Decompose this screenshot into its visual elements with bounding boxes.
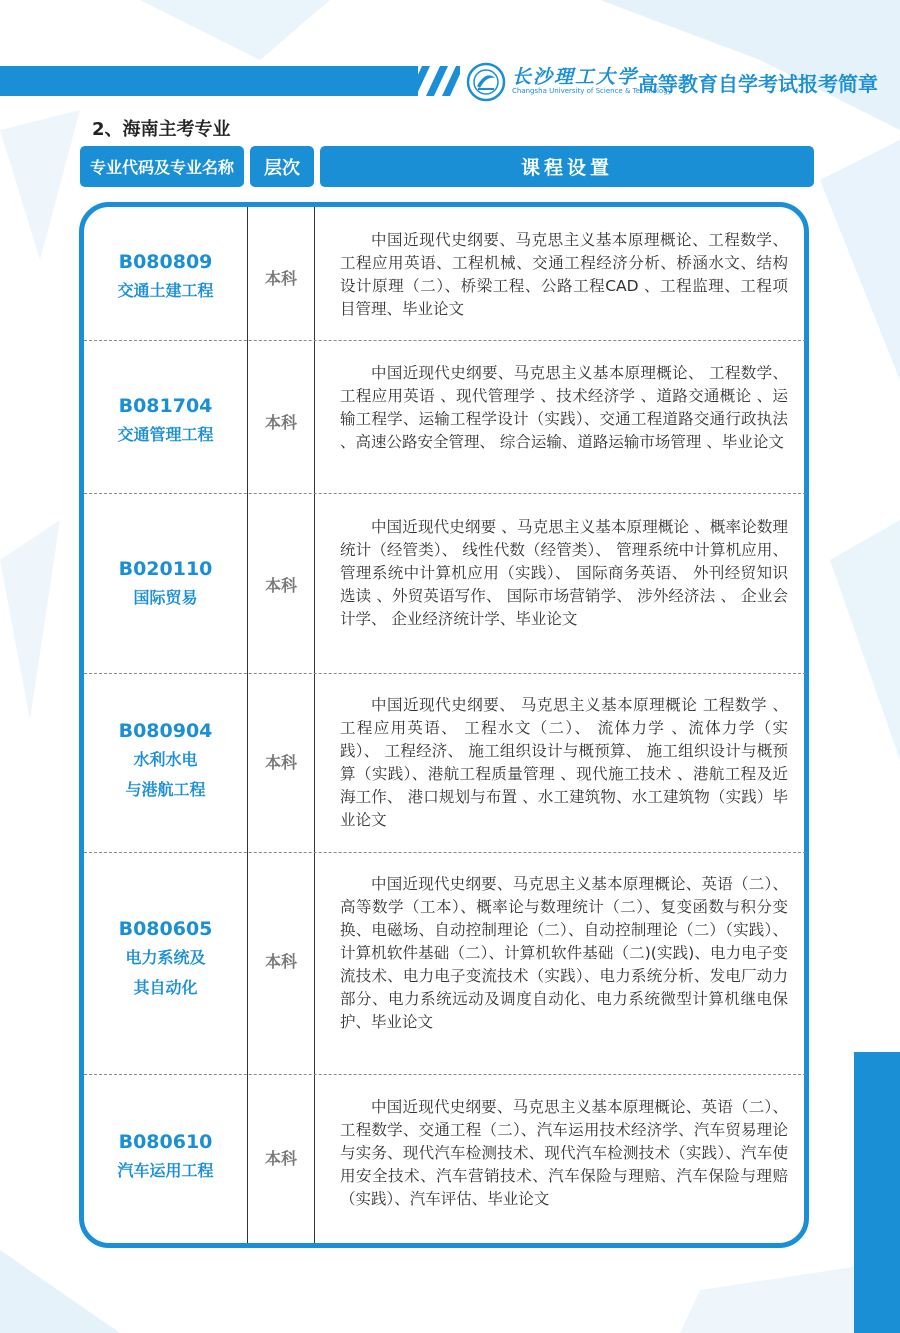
course-list: 中国近现代史纲要、马克思主义基本原理概论、英语（二）、工程数学、交通工程（二）、汽车运用技术经济学、汽车贸易理论与实务、现代汽车检测技术、现代汽车检测技术（实践）、汽车使用安全技术、汽车营销技术、汽车保险与理赔、汽车保险与理赔（实践）、汽车评估、毕业论文 bbox=[340, 1098, 788, 1208]
section-heading: 2、海南主考专业 bbox=[92, 119, 231, 140]
column-divider bbox=[314, 207, 315, 1243]
major-code: B080605 bbox=[118, 918, 213, 940]
table-row-major bbox=[84, 555, 247, 613]
header-banner-bar bbox=[0, 66, 418, 96]
table-row-major bbox=[84, 717, 247, 805]
row-divider bbox=[84, 852, 806, 853]
course-list: 中国近现代史纲要、马克思主义基本原理概论、工程数学、工程应用英语、工程机械、交通工程经济分析、桥涵水文、结构设计原理（二）、桥梁工程、公路工程CAD 、工程监理、工程项目管理、毕业论文 bbox=[340, 231, 788, 318]
table-row-major bbox=[84, 1128, 247, 1186]
banner-stripes bbox=[408, 66, 460, 96]
table-row-major bbox=[84, 915, 247, 1003]
row-divider bbox=[84, 673, 806, 674]
major-level: 本科 bbox=[264, 753, 297, 772]
column-header-courses: 课程设置 bbox=[320, 146, 814, 187]
university-english-name: Changsha University of Science & Technology bbox=[512, 87, 672, 95]
row-divider bbox=[84, 1074, 806, 1075]
university-name: 长沙理工大学 bbox=[512, 66, 639, 88]
major-code: B020110 bbox=[118, 558, 213, 580]
brochure-title: 高等教育自学考试报考简章 bbox=[638, 72, 878, 96]
column-header-level: 层次 bbox=[250, 146, 314, 187]
major-code: B081704 bbox=[118, 395, 213, 417]
major-level: 本科 bbox=[264, 1149, 297, 1168]
major-name: 水利水电 bbox=[133, 750, 198, 769]
major-name: 电力系统及 bbox=[125, 948, 206, 967]
major-name: 交通土建工程 bbox=[117, 281, 214, 300]
university-logo-icon bbox=[466, 62, 506, 102]
major-name: 国际贸易 bbox=[133, 588, 198, 607]
major-code: B080610 bbox=[118, 1131, 213, 1153]
table-row-major bbox=[84, 248, 247, 306]
column-header-major: 专业代码及专业名称 bbox=[80, 146, 244, 187]
column-divider bbox=[247, 207, 248, 1243]
major-level: 本科 bbox=[264, 413, 297, 432]
course-list: 中国近现代史纲要、马克思主义基本原理概论、 工程数学、工程应用英语 、现代管理学 、技术经济学 、道路交通概论 、运输工程学、运输工程学设计（实践）、交通工程道路交通行政执法 、高速公路安全管理、 综合运输、道路运输市场管理 、毕业论文 bbox=[340, 364, 788, 451]
major-name: 交通管理工程 bbox=[117, 425, 214, 444]
major-code: B080809 bbox=[118, 251, 213, 273]
row-divider bbox=[84, 340, 806, 341]
table-row-major bbox=[84, 392, 247, 450]
course-list: 中国近现代史纲要、 马克思主义基本原理概论 工程数学 、工程应用英语、 工程水文（二）、 流体力学 、流体力学（实践）、 工程经济、 施工组织设计与概预算、 施工组织设计与概预算（实践）、港航工程质量管理 、现代施工技术 、港航工程及近海工作、 港口规划与布置 、水工建筑物、水工建筑物（实践）毕业论文 bbox=[340, 696, 788, 829]
major-code: B080904 bbox=[118, 720, 213, 742]
row-divider bbox=[84, 493, 806, 494]
major-level: 本科 bbox=[264, 269, 297, 288]
major-level: 本科 bbox=[264, 576, 297, 595]
major-name: 汽车运用工程 bbox=[117, 1161, 214, 1180]
course-list: 中国近现代史纲要、马克思主义基本原理概论、英语（二）、高等数学（工本）、概率论与数理统计（二）、复变函数与积分变换、电磁场、自动控制理论（二）、自动控制理论（二）（实践）、计算机软件基础（二）、计算机软件基础（二)(实践)、电力电子变流技术、电力电子变流技术（实践）、电力系统分析、发电厂动力部分、电力系统远动及调度自动化、电力系统微型计算机继电保护、毕业论文 bbox=[340, 875, 788, 1031]
course-list: 中国近现代史纲要 、马克思主义基本原理概论 、概率论数理统计（经管类）、 线性代数（经管类）、 管理系统中计算机应用、 管理系统中计算机应用（实践）、 国际商务英语、 外刊经贸知识选读 、外贸英语写作、 国际市场营销学、 涉外经济法 、 企业会计学、 企业经济统计学、毕业论文 bbox=[340, 518, 788, 628]
major-level: 本科 bbox=[264, 952, 297, 971]
major-name: 其自动化 bbox=[133, 978, 198, 997]
side-tab bbox=[854, 1052, 900, 1333]
major-name: 与港航工程 bbox=[125, 780, 206, 799]
